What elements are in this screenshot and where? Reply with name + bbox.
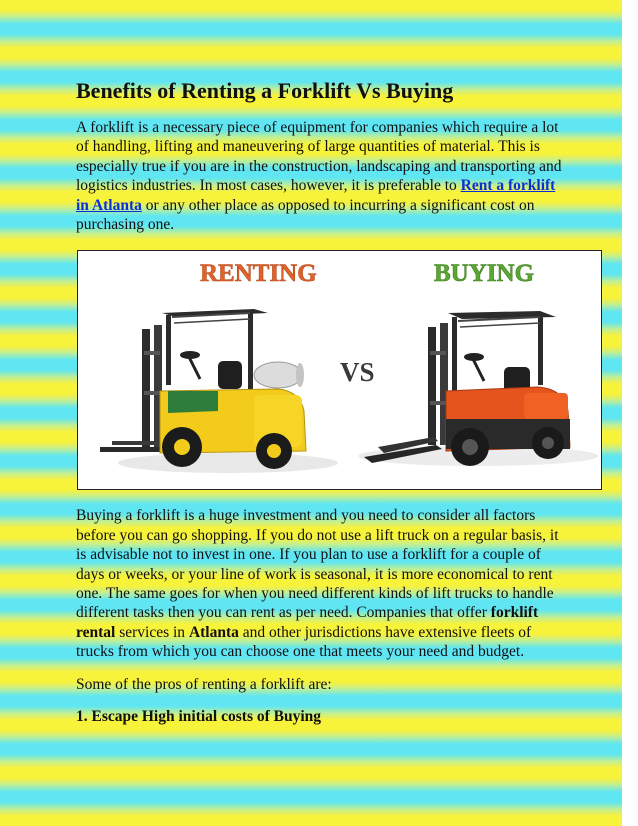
forklift-rental-bold: forklift rental [76, 604, 539, 641]
para2-text-2: services in [115, 623, 189, 641]
para2-text-3: and other jurisdictions have extensive fleets of trucks from which you can choose one that meets your need and budget. [76, 623, 532, 661]
section-heading-escape-costs: 1. Escape High initial costs of Buying [76, 708, 322, 726]
rent-forklift-atlanta-link[interactable]: Rent a forklift in Atlanta [76, 177, 556, 214]
page-right-margin [622, 0, 638, 826]
intro-paragraph [76, 118, 568, 234]
intro-text-after-link: or any other place as opposed to incurring a significant cost on purchasing one. [76, 196, 535, 234]
para2-text-1: Buying a forklift is a huge investment and you need to consider all factors before you can go shopping. If you do not use a lift truck on a regular basis, it is advisable not to invest in one. If you plan to use a forklift for a couple of days or weeks, or your line of work is seasonal, it is more economical to rent one. The same goes for when you need different kinds of lift trucks to handle different tasks then you can rent as per need. Companies that offer [76, 507, 559, 622]
document-content [76, 78, 568, 726]
pros-intro-paragraph: Some of the pros of renting a forklift are: [76, 675, 332, 693]
intro-text-before-link: A forklift is a necessary piece of equipment for companies which require a lot of handling, lifting and maneuvering of large quantities of material. This is especially true if you are in the construction, landscaping and transporting and logistics industries. In most cases, however, it is preferable to [76, 119, 562, 195]
buying-label: BUYING [434, 260, 535, 288]
atlanta-bold: Atlanta [188, 623, 239, 641]
buying-considerations-paragraph [76, 506, 568, 661]
renting-label: RENTING [200, 260, 317, 288]
vs-label: VS [340, 357, 375, 388]
forklift-comparison-illustration [78, 251, 601, 489]
renting-vs-buying-image [77, 250, 602, 490]
document-title: Benefits of Renting a Forklift Vs Buying [76, 78, 454, 103]
